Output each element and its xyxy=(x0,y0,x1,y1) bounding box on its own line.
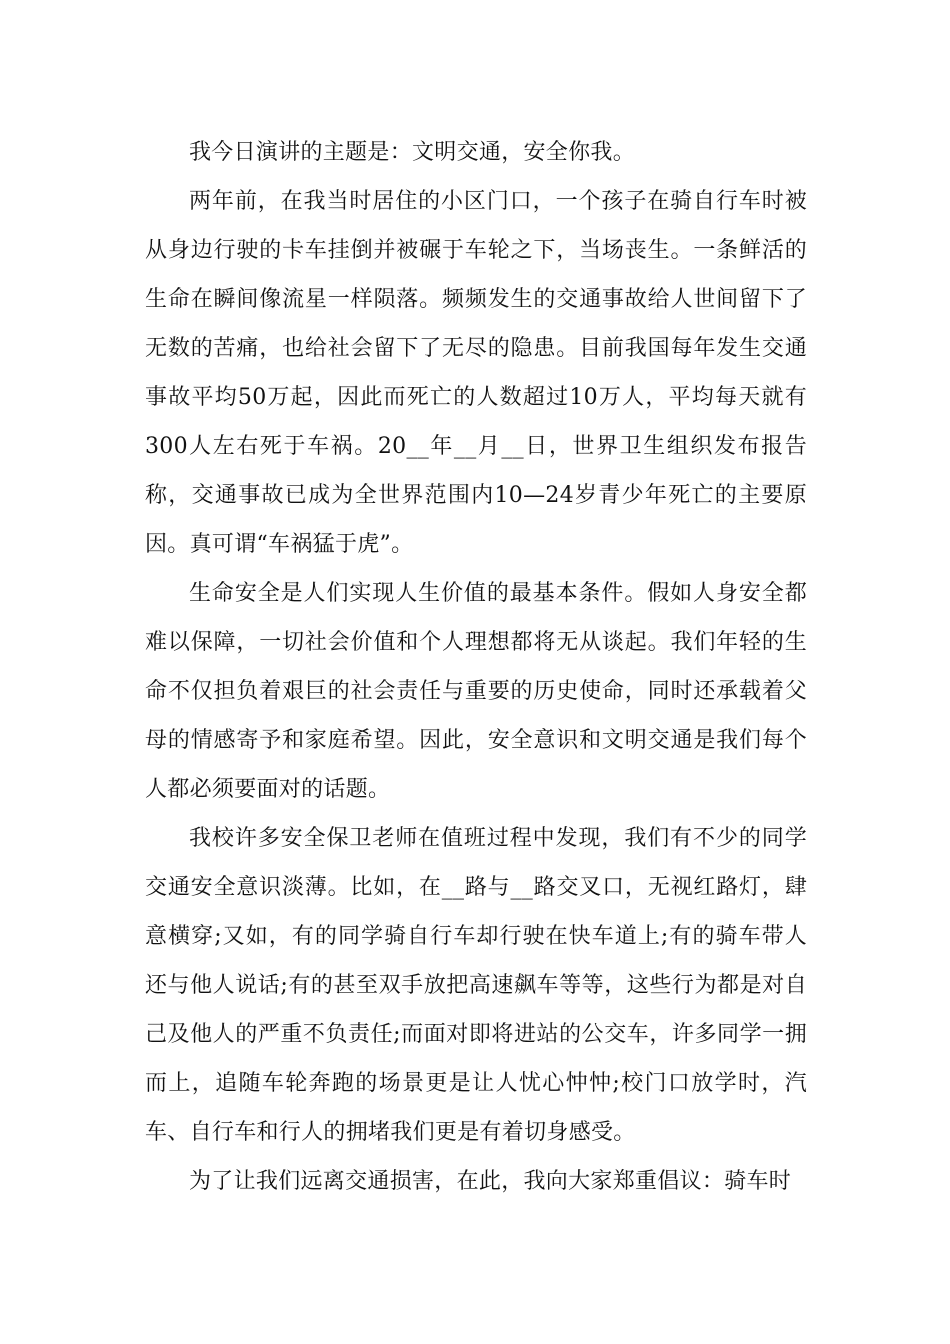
paragraph-theme: 我今日演讲的主题是：文明交通，安全你我。 xyxy=(189,140,636,165)
paragraph-accident-story: 两年前，在我当时居住的小区门口，一个孩子在骑自行车时被从身边行驶的卡车挂倒并被碾于车轮之下，当场丧生。一条鲜活的生命在瞬间像流星一样陨落。频频发生的交通事故给人世间留下了无数的苦痛，也给社会留下了无尽的隐患。目前我国每年发生交通事故平均50万起，因此而死亡的人数超过10万人，平均每天就有300人左右死于车祸。20__年__月__日，世界卫生组织发布报告称，交通事故已成为全世界范围内10—24岁青少年死亡的主要原因。真可谓“车祸猛于虎”。 xyxy=(145,189,807,557)
document-body xyxy=(145,128,807,1206)
paragraph-life-safety: 生命安全是人们实现人生价值的最基本条件。假如人身安全都难以保障，一切社会价值和个人理想都将无从谈起。我们年轻的生命不仅担负着艰巨的社会责任与重要的历史使命，同时还承载着父母的情感寄予和家庭希望。因此，安全意识和文明交通是我们每个人都必须要面对的话题。 xyxy=(145,581,807,802)
paragraph-proposal: 为了让我们远离交通损害，在此，我向大家郑重倡议：骑车时 xyxy=(189,1169,792,1194)
paragraph-school-observations: 我校许多安全保卫老师在值班过程中发现，我们有不少的同学交通安全意识淡薄。比如，在__路与__路交叉口，无视红路灯，肆意横穿;又如，有的同学骑自行车却行驶在快车道上;有的骑车带人还与他人说话;有的甚至双手放把高速飙车等等，这些行为都是对自己及他人的严重不负责任;而面对即将进站的公交车，许多同学一拥而上，追随车轮奔跑的场景更是让人忧心忡忡;校门口放学时，汽车、自行车和行人的拥堵我们更是有着切身感受。 xyxy=(145,826,807,1145)
